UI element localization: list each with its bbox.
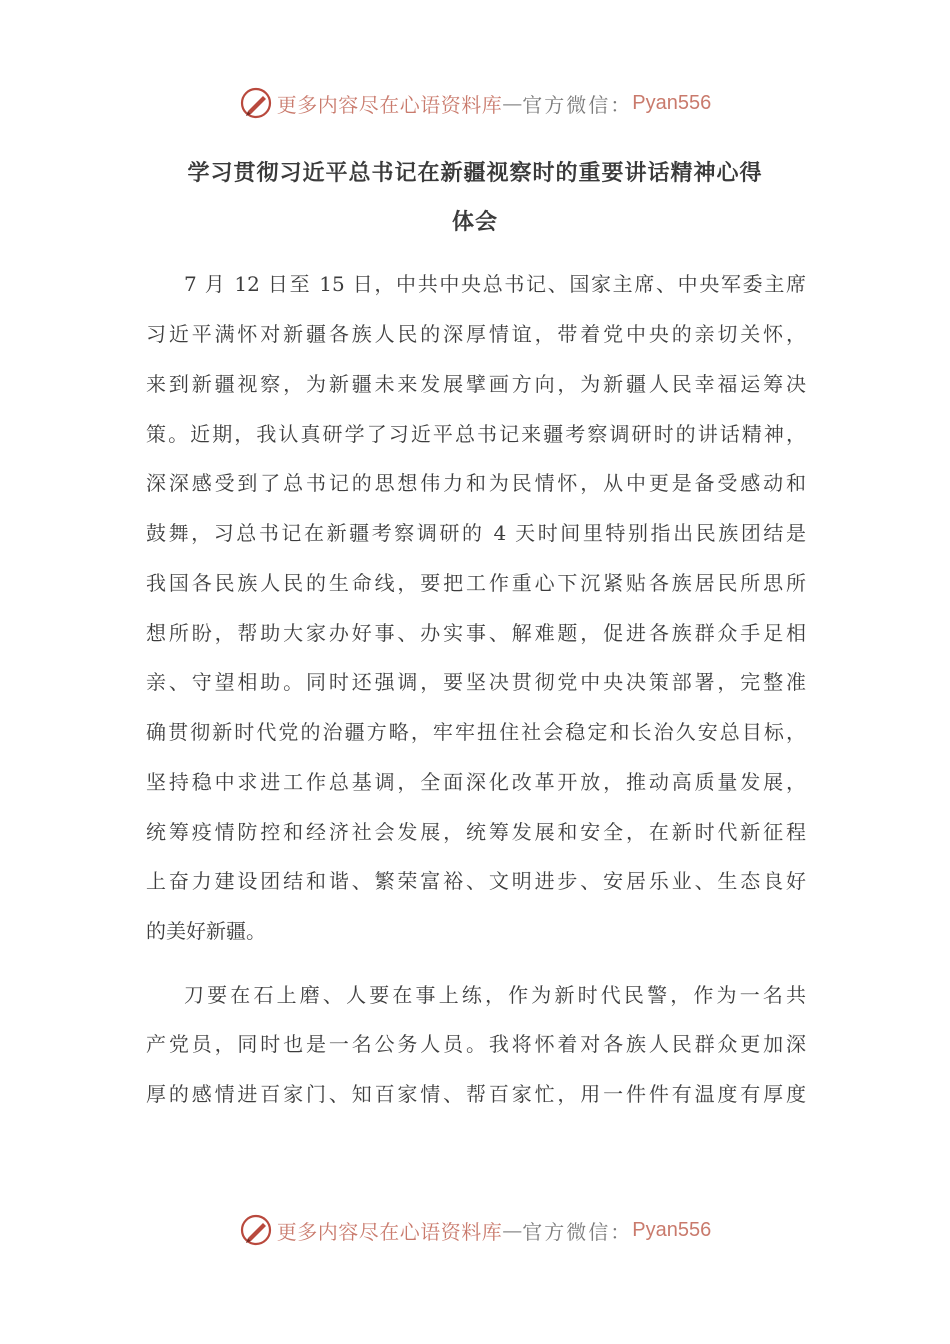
banner-text: 更多内容尽在心语资料库 — [276, 1219, 503, 1244]
banner-wechat-id: Pyan556 — [632, 1218, 712, 1241]
pen-logo-icon — [239, 86, 273, 120]
paragraph-line: 的美好新疆。 — [146, 919, 266, 943]
paragraph-line: 上奋力建设团结和谐、繁荣富裕、文明进步、安居乐业、生态良好 — [146, 869, 806, 893]
paragraph-line: 7 月 12 日至 15 日，中共中央总书记、国家主席、中央军委主席 — [184, 272, 806, 296]
paragraph-line: 习近平满怀对新疆各族人民的深厚情谊，带着党中央的亲切关怀， — [146, 322, 806, 346]
paragraph-line: 想所盼，帮助大家办好事、办实事、解难题，促进各族群众手足相 — [146, 621, 806, 645]
banner-separator: — — [502, 91, 523, 115]
paragraph-line: 产党员，同时也是一名公务人员。我将怀着对各族人民群众更加深 — [146, 1032, 806, 1056]
paragraph-line: 刀要在石上磨、人要在事上练，作为新时代民警，作为一名共 — [184, 983, 806, 1007]
banner-wechat-label: 官方微信： — [522, 1219, 633, 1244]
paragraph-line: 深深感受到了总书记的思想伟力和为民情怀，从中更是备受感动和 — [146, 471, 806, 495]
paragraph-line: 来到新疆视察，为新疆未来发展擘画方向，为新疆人民幸福运筹决 — [146, 372, 806, 396]
pen-logo-icon — [239, 1213, 273, 1247]
paragraph-line: 策。近期，我认真研学了习近平总书记来疆考察调研时的讲话精神， — [146, 422, 806, 446]
paragraph-line: 确贯彻新时代党的治疆方略，牢牢扭住社会稳定和长治久安总目标， — [146, 720, 806, 744]
paragraph-line: 厚的感情进百家门、知百家情、帮百家忙，用一件件有温度有厚度 — [146, 1082, 806, 1106]
banner-text: 更多内容尽在心语资料库 — [276, 92, 503, 117]
paragraph-line: 亲、守望相助。同时还强调，要坚决贯彻党中央决策部署，完整准 — [146, 670, 806, 694]
banner-separator: — — [502, 1218, 523, 1242]
paragraph-line: 统筹疫情防控和经济社会发展，统筹发展和安全，在新时代新征程 — [146, 820, 806, 844]
banner-wechat-id: Pyan556 — [632, 91, 712, 114]
header-banner — [0, 83, 950, 123]
paragraph-line: 坚持稳中求进工作总基调，全面深化改革开放，推动高质量发展， — [146, 770, 806, 794]
footer-banner — [0, 1210, 950, 1250]
page-title-line-2: 体会 — [451, 210, 498, 235]
page-title-line-1: 学习贯彻习近平总书记在新疆视察时的重要讲话精神心得 — [187, 161, 763, 186]
paragraph-line: 我国各民族人民的生命线，要把工作重心下沉紧贴各族居民所思所 — [146, 571, 806, 595]
paragraph-line: 鼓舞，习总书记在新疆考察调研的 4 天时间里特别指出民族团结是 — [146, 521, 806, 545]
banner-wechat-label: 官方微信： — [522, 92, 633, 117]
